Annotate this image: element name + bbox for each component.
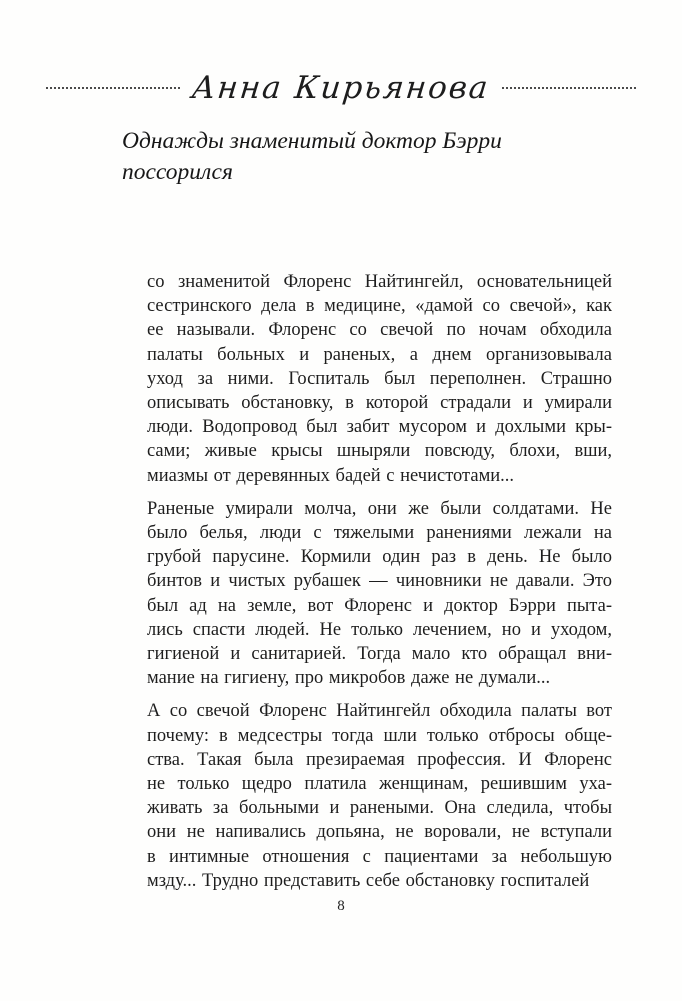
chapter-title-line-1: Однажды знаменитый доктор Бэрри (122, 128, 502, 154)
text-line: живать за больными и ранеными. Она следила, чтобы (147, 798, 612, 819)
text-line: лись спасти людей. Не только лечением, но и уходом, (147, 619, 612, 640)
page-number: 8 (337, 898, 345, 914)
paragraph-2 (147, 497, 612, 691)
author-name: Анна Кирьянова (190, 70, 492, 106)
header-rule-right (502, 87, 636, 89)
text-line: описывать обстановку, в которой страдали и умирали (147, 393, 612, 414)
chapter-title (122, 126, 592, 188)
text-line: грубой парусине. Кормили один раз в день. Не было (147, 547, 612, 568)
text-line: мание на гигиену, про микробов даже не думали... (147, 668, 551, 689)
text-line: А со свечой Флоренс Найтингейл обходила палаты вот (147, 701, 612, 722)
text-line: не только щедро платила женщинам, решившим уха- (147, 774, 612, 795)
chapter-title-line-2: поссорился (122, 159, 233, 185)
page-footer (0, 898, 682, 915)
running-header (0, 62, 682, 114)
text-line: со знаменитой Флоренс Найтингейл, основательницей (147, 272, 612, 292)
text-line: уход за ними. Госпиталь был переполнен. Страшно (147, 368, 612, 389)
text-line: люди. Водопровод был забит мусором и дохлыми кры- (147, 417, 612, 438)
text-line: в интимные отношения с пациентами за небольшую (147, 846, 612, 867)
text-line: бинтов и чистых рубашек — чиновники не давали. Это (147, 571, 612, 592)
header-rule-left (46, 87, 180, 89)
body-text (147, 270, 612, 902)
text-line: палаты больных и раненых, а днем организовывала (147, 344, 612, 365)
text-line: сами; живые крысы шныряли повсюду, блохи, вши, (147, 441, 612, 462)
text-line: Раненые умирали молча, они же были солдатами. Не (147, 498, 612, 519)
text-line: ее называли. Флоренс со свечой по ночам обходила (147, 320, 612, 341)
text-line: почему: в медсестры тогда шли только отбросы обще- (147, 725, 612, 746)
text-line: ства. Такая была презираемая профессия. И Флоренс (147, 749, 612, 770)
text-line: они не напивались допьяна, не воровали, не вступали (147, 822, 612, 843)
text-line: мзду... Трудно представить себе обстановку госпиталей (147, 870, 590, 891)
text-line: гигиеной и санитарией. Тогда мало кто обращал вни- (147, 644, 612, 665)
text-line: сестринского дела в медицине, «дамой со свечой», как (147, 296, 612, 317)
text-line: миазмы от деревянных бадей с нечистотами... (147, 465, 515, 486)
text-line: было белья, люди с тяжелыми ранениями лежали на (147, 523, 612, 544)
paragraph-1 (147, 270, 612, 488)
text-line: был ад на земле, вот Флоренс и доктор Бэрри пыта- (147, 595, 612, 616)
paragraph-3 (147, 699, 612, 893)
